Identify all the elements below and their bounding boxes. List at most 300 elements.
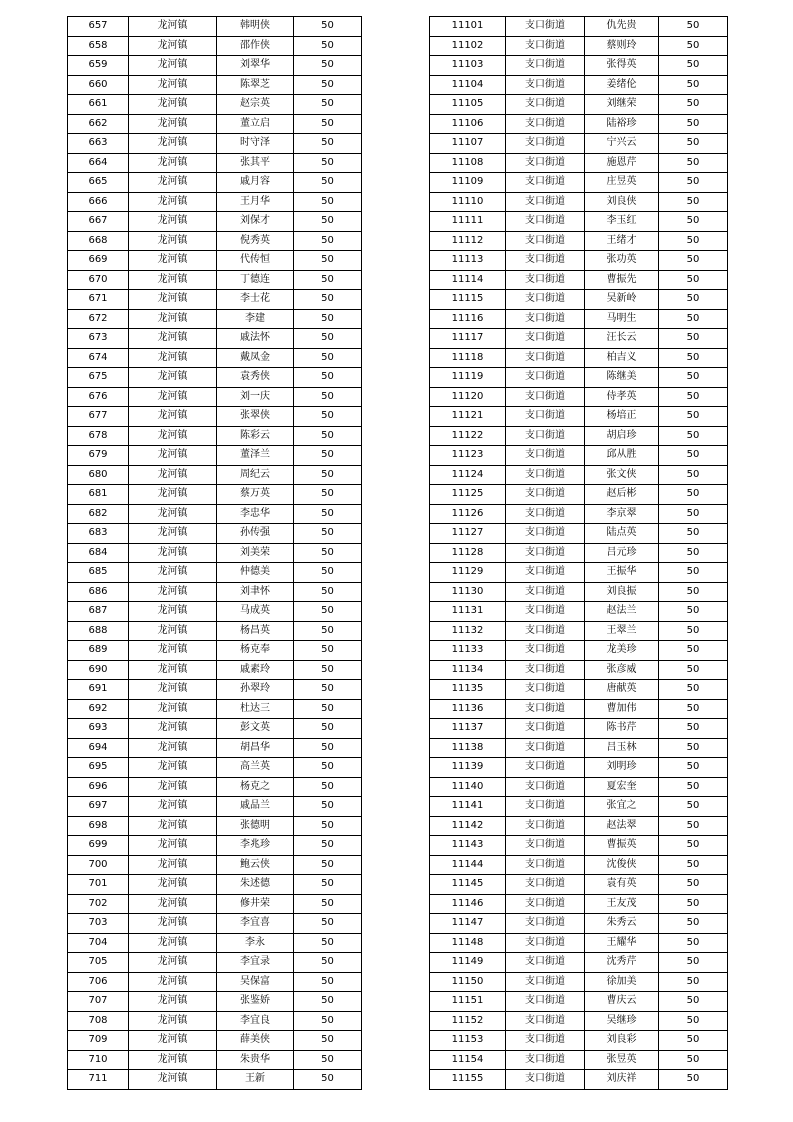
name-cell: 张德明	[217, 816, 294, 836]
table-row	[430, 680, 728, 700]
serial-number-cell: 676	[68, 387, 129, 407]
name-cell: 孙传强	[217, 524, 294, 544]
table-row	[68, 836, 362, 856]
amount-cell: 50	[294, 348, 362, 368]
name-cell: 徐加美	[585, 972, 659, 992]
name-cell: 周纪云	[217, 465, 294, 485]
name-cell: 吴保富	[217, 972, 294, 992]
table-row	[430, 329, 728, 349]
table-row	[68, 524, 362, 544]
amount-cell: 50	[659, 777, 728, 797]
serial-number-cell: 662	[68, 114, 129, 134]
name-cell: 张得英	[585, 56, 659, 76]
town-cell: 支口街道	[506, 270, 585, 290]
table-row	[430, 134, 728, 154]
amount-cell: 50	[659, 446, 728, 466]
amount-cell: 50	[659, 621, 728, 641]
amount-cell: 50	[294, 855, 362, 875]
town-cell: 龙河镇	[129, 738, 217, 758]
amount-cell: 50	[294, 1050, 362, 1070]
serial-number-cell: 11143	[430, 836, 506, 856]
town-cell: 龙河镇	[129, 894, 217, 914]
amount-cell: 50	[294, 524, 362, 544]
serial-number-cell: 11131	[430, 602, 506, 622]
town-cell: 龙河镇	[129, 56, 217, 76]
town-cell: 支口街道	[506, 524, 585, 544]
amount-cell: 50	[659, 524, 728, 544]
serial-number-cell: 11116	[430, 309, 506, 329]
name-cell: 李永	[217, 933, 294, 953]
name-cell: 曹庆云	[585, 992, 659, 1012]
name-cell: 吴新岭	[585, 290, 659, 310]
amount-cell: 50	[659, 855, 728, 875]
table-row	[430, 17, 728, 37]
town-cell: 支口街道	[506, 894, 585, 914]
amount-cell: 50	[294, 582, 362, 602]
table-row	[68, 407, 362, 427]
serial-number-cell: 11112	[430, 231, 506, 251]
table-row	[68, 290, 362, 310]
name-cell: 陈书芹	[585, 719, 659, 739]
table-row	[430, 836, 728, 856]
town-cell: 龙河镇	[129, 173, 217, 193]
serial-number-cell: 678	[68, 426, 129, 446]
name-cell: 赵法兰	[585, 602, 659, 622]
town-cell: 龙河镇	[129, 933, 217, 953]
name-cell: 刘继荣	[585, 95, 659, 115]
serial-number-cell: 11147	[430, 914, 506, 934]
name-cell: 刘良彩	[585, 1031, 659, 1051]
serial-number-cell: 11148	[430, 933, 506, 953]
serial-number-cell: 11115	[430, 290, 506, 310]
table-row	[430, 563, 728, 583]
name-cell: 时守泽	[217, 134, 294, 154]
town-cell: 支口街道	[506, 563, 585, 583]
amount-cell: 50	[659, 114, 728, 134]
amount-cell: 50	[294, 641, 362, 661]
table-row	[68, 465, 362, 485]
amount-cell: 50	[294, 699, 362, 719]
name-cell: 刘一庆	[217, 387, 294, 407]
name-cell: 姜绪伦	[585, 75, 659, 95]
amount-cell: 50	[294, 875, 362, 895]
serial-number-cell: 669	[68, 251, 129, 271]
serial-number-cell: 705	[68, 953, 129, 973]
name-cell: 张功英	[585, 251, 659, 271]
serial-number-cell: 11140	[430, 777, 506, 797]
serial-number-cell: 679	[68, 446, 129, 466]
table-row	[430, 1050, 728, 1070]
amount-cell: 50	[659, 426, 728, 446]
serial-number-cell: 11134	[430, 660, 506, 680]
amount-cell: 50	[294, 56, 362, 76]
amount-cell: 50	[659, 797, 728, 817]
serial-number-cell: 11103	[430, 56, 506, 76]
town-cell: 龙河镇	[129, 836, 217, 856]
serial-number-cell: 657	[68, 17, 129, 37]
name-cell: 王新	[217, 1070, 294, 1090]
serial-number-cell: 11145	[430, 875, 506, 895]
table-row	[430, 1011, 728, 1031]
serial-number-cell: 677	[68, 407, 129, 427]
table-row	[68, 1031, 362, 1051]
name-cell: 张昱英	[585, 1050, 659, 1070]
name-cell: 刘庆祥	[585, 1070, 659, 1090]
town-cell: 龙河镇	[129, 153, 217, 173]
table-row	[68, 777, 362, 797]
table-row	[68, 953, 362, 973]
table-row	[68, 641, 362, 661]
name-cell: 刘明珍	[585, 758, 659, 778]
town-cell: 支口街道	[506, 387, 585, 407]
name-cell: 夏宏奎	[585, 777, 659, 797]
serial-number-cell: 11130	[430, 582, 506, 602]
serial-number-cell: 681	[68, 485, 129, 505]
serial-number-cell: 687	[68, 602, 129, 622]
town-cell: 龙河镇	[129, 816, 217, 836]
amount-cell: 50	[294, 212, 362, 232]
table-row	[68, 134, 362, 154]
name-cell: 韩明侠	[217, 17, 294, 37]
table-row	[68, 992, 362, 1012]
town-cell: 支口街道	[506, 602, 585, 622]
amount-cell: 50	[294, 290, 362, 310]
name-cell: 李宜录	[217, 953, 294, 973]
town-cell: 支口街道	[506, 914, 585, 934]
town-cell: 支口街道	[506, 56, 585, 76]
name-cell: 庄昱英	[585, 173, 659, 193]
town-cell: 支口街道	[506, 465, 585, 485]
table-row	[430, 173, 728, 193]
serial-number-cell: 691	[68, 680, 129, 700]
name-cell: 王振华	[585, 563, 659, 583]
serial-number-cell: 703	[68, 914, 129, 934]
table-row	[68, 699, 362, 719]
table-row	[430, 914, 728, 934]
town-cell: 龙河镇	[129, 95, 217, 115]
name-cell: 蔡万英	[217, 485, 294, 505]
name-cell: 曹加伟	[585, 699, 659, 719]
table-row	[430, 290, 728, 310]
town-cell: 龙河镇	[129, 1031, 217, 1051]
town-cell: 龙河镇	[129, 953, 217, 973]
table-row	[430, 972, 728, 992]
table-row	[430, 153, 728, 173]
serial-number-cell: 11132	[430, 621, 506, 641]
serial-number-cell: 11123	[430, 446, 506, 466]
name-cell: 修井荣	[217, 894, 294, 914]
town-cell: 龙河镇	[129, 797, 217, 817]
table-row	[430, 816, 728, 836]
table-row	[68, 173, 362, 193]
name-cell: 刘美荣	[217, 543, 294, 563]
name-cell: 刘聿怀	[217, 582, 294, 602]
amount-cell: 50	[294, 1070, 362, 1090]
table-row	[68, 75, 362, 95]
town-cell: 支口街道	[506, 153, 585, 173]
serial-number-cell: 11117	[430, 329, 506, 349]
amount-cell: 50	[659, 543, 728, 563]
town-cell: 龙河镇	[129, 368, 217, 388]
name-cell: 张翠侠	[217, 407, 294, 427]
town-cell: 支口街道	[506, 543, 585, 563]
amount-cell: 50	[659, 407, 728, 427]
name-cell: 刘良振	[585, 582, 659, 602]
name-cell: 代传恒	[217, 251, 294, 271]
amount-cell: 50	[294, 836, 362, 856]
town-cell: 支口街道	[506, 699, 585, 719]
town-cell: 支口街道	[506, 836, 585, 856]
table-row	[68, 602, 362, 622]
serial-number-cell: 11104	[430, 75, 506, 95]
name-cell: 朱秀云	[585, 914, 659, 934]
serial-number-cell: 11150	[430, 972, 506, 992]
table-row	[430, 738, 728, 758]
amount-cell: 50	[659, 1050, 728, 1070]
town-cell: 龙河镇	[129, 485, 217, 505]
table-row	[430, 933, 728, 953]
serial-number-cell: 11111	[430, 212, 506, 232]
name-cell: 戚法怀	[217, 329, 294, 349]
amount-cell: 50	[294, 953, 362, 973]
name-cell: 张鉴娇	[217, 992, 294, 1012]
table-row	[68, 543, 362, 563]
town-cell: 龙河镇	[129, 855, 217, 875]
name-cell: 曹振先	[585, 270, 659, 290]
amount-cell: 50	[294, 1031, 362, 1051]
amount-cell: 50	[659, 719, 728, 739]
serial-number-cell: 11135	[430, 680, 506, 700]
amount-cell: 50	[659, 738, 728, 758]
name-cell: 杜达三	[217, 699, 294, 719]
table-row	[430, 36, 728, 56]
amount-cell: 50	[294, 933, 362, 953]
table-row	[430, 953, 728, 973]
amount-cell: 50	[294, 504, 362, 524]
town-cell: 龙河镇	[129, 329, 217, 349]
town-cell: 支口街道	[506, 1031, 585, 1051]
town-cell: 龙河镇	[129, 309, 217, 329]
serial-number-cell: 11127	[430, 524, 506, 544]
town-cell: 支口街道	[506, 680, 585, 700]
serial-number-cell: 11141	[430, 797, 506, 817]
town-cell: 龙河镇	[129, 231, 217, 251]
name-cell: 龙美珍	[585, 641, 659, 661]
amount-cell: 50	[294, 797, 362, 817]
amount-cell: 50	[659, 816, 728, 836]
town-cell: 龙河镇	[129, 192, 217, 212]
amount-cell: 50	[294, 95, 362, 115]
town-cell: 支口街道	[506, 797, 585, 817]
town-cell: 支口街道	[506, 992, 585, 1012]
table-row	[68, 1050, 362, 1070]
amount-cell: 50	[294, 465, 362, 485]
serial-number-cell: 696	[68, 777, 129, 797]
amount-cell: 50	[659, 933, 728, 953]
amount-cell: 50	[659, 602, 728, 622]
name-cell: 杨克奉	[217, 641, 294, 661]
table-row	[68, 582, 362, 602]
name-cell: 董泽兰	[217, 446, 294, 466]
amount-cell: 50	[659, 387, 728, 407]
name-cell: 马明生	[585, 309, 659, 329]
amount-cell: 50	[294, 231, 362, 251]
town-cell: 龙河镇	[129, 972, 217, 992]
serial-number-cell: 689	[68, 641, 129, 661]
name-cell: 仇先贵	[585, 17, 659, 37]
amount-cell: 50	[659, 95, 728, 115]
town-cell: 支口街道	[506, 1070, 585, 1090]
amount-cell: 50	[659, 992, 728, 1012]
town-cell: 支口街道	[506, 875, 585, 895]
serial-number-cell: 663	[68, 134, 129, 154]
serial-number-cell: 11107	[430, 134, 506, 154]
town-cell: 龙河镇	[129, 1011, 217, 1031]
table-row	[68, 309, 362, 329]
name-cell: 朱贵华	[217, 1050, 294, 1070]
table-row	[430, 192, 728, 212]
town-cell: 龙河镇	[129, 212, 217, 232]
table-row	[68, 95, 362, 115]
table-row	[68, 251, 362, 271]
name-cell: 陈继美	[585, 368, 659, 388]
right-table-body	[430, 17, 728, 1090]
town-cell: 龙河镇	[129, 17, 217, 37]
serial-number-cell: 11126	[430, 504, 506, 524]
amount-cell: 50	[294, 134, 362, 154]
table-row	[430, 543, 728, 563]
serial-number-cell: 704	[68, 933, 129, 953]
amount-cell: 50	[294, 17, 362, 37]
amount-cell: 50	[659, 836, 728, 856]
serial-number-cell: 700	[68, 855, 129, 875]
table-row	[430, 797, 728, 817]
name-cell: 赵后彬	[585, 485, 659, 505]
name-cell: 薛美侠	[217, 1031, 294, 1051]
serial-number-cell: 11137	[430, 719, 506, 739]
serial-number-cell: 11151	[430, 992, 506, 1012]
town-cell: 龙河镇	[129, 875, 217, 895]
serial-number-cell: 674	[68, 348, 129, 368]
town-cell: 支口街道	[506, 855, 585, 875]
serial-number-cell: 668	[68, 231, 129, 251]
amount-cell: 50	[659, 231, 728, 251]
table-row	[68, 153, 362, 173]
name-cell: 陆点英	[585, 524, 659, 544]
town-cell: 支口街道	[506, 75, 585, 95]
town-cell: 支口街道	[506, 192, 585, 212]
town-cell: 支口街道	[506, 114, 585, 134]
town-cell: 龙河镇	[129, 582, 217, 602]
amount-cell: 50	[294, 680, 362, 700]
table-row	[68, 719, 362, 739]
amount-cell: 50	[294, 153, 362, 173]
name-cell: 戴凤金	[217, 348, 294, 368]
table-row	[68, 17, 362, 37]
amount-cell: 50	[659, 504, 728, 524]
town-cell: 支口街道	[506, 17, 585, 37]
town-cell: 龙河镇	[129, 524, 217, 544]
town-cell: 龙河镇	[129, 621, 217, 641]
name-cell: 胡昌华	[217, 738, 294, 758]
table-row	[430, 95, 728, 115]
name-cell: 王耀华	[585, 933, 659, 953]
name-cell: 李宜良	[217, 1011, 294, 1031]
serial-number-cell: 702	[68, 894, 129, 914]
table-row	[68, 816, 362, 836]
town-cell: 支口街道	[506, 504, 585, 524]
serial-number-cell: 680	[68, 465, 129, 485]
serial-number-cell: 11146	[430, 894, 506, 914]
serial-number-cell: 695	[68, 758, 129, 778]
town-cell: 龙河镇	[129, 641, 217, 661]
amount-cell: 50	[294, 738, 362, 758]
amount-cell: 50	[659, 1011, 728, 1031]
amount-cell: 50	[294, 758, 362, 778]
serial-number-cell: 11105	[430, 95, 506, 115]
table-row	[68, 504, 362, 524]
amount-cell: 50	[294, 485, 362, 505]
name-cell: 邵作侠	[217, 36, 294, 56]
town-cell: 龙河镇	[129, 114, 217, 134]
town-cell: 龙河镇	[129, 387, 217, 407]
amount-cell: 50	[659, 134, 728, 154]
amount-cell: 50	[294, 368, 362, 388]
serial-number-cell: 11102	[430, 36, 506, 56]
table-row	[68, 387, 362, 407]
amount-cell: 50	[659, 680, 728, 700]
table-row	[68, 758, 362, 778]
amount-cell: 50	[659, 290, 728, 310]
serial-number-cell: 11125	[430, 485, 506, 505]
name-cell: 彭文英	[217, 719, 294, 739]
amount-cell: 50	[294, 543, 362, 563]
serial-number-cell: 688	[68, 621, 129, 641]
amount-cell: 50	[294, 251, 362, 271]
name-cell: 沈俊侠	[585, 855, 659, 875]
amount-cell: 50	[659, 894, 728, 914]
table-row	[430, 758, 728, 778]
amount-cell: 50	[659, 1031, 728, 1051]
table-row	[68, 485, 362, 505]
table-row	[430, 621, 728, 641]
name-cell: 陈翠芝	[217, 75, 294, 95]
table-row	[430, 387, 728, 407]
name-cell: 孙翠玲	[217, 680, 294, 700]
table-row	[430, 231, 728, 251]
name-cell: 吕玉林	[585, 738, 659, 758]
table-row	[430, 504, 728, 524]
town-cell: 龙河镇	[129, 75, 217, 95]
name-cell: 马成英	[217, 602, 294, 622]
town-cell: 龙河镇	[129, 446, 217, 466]
amount-cell: 50	[659, 465, 728, 485]
serial-number-cell: 675	[68, 368, 129, 388]
amount-cell: 50	[294, 894, 362, 914]
table-row	[430, 855, 728, 875]
table-row	[68, 797, 362, 817]
town-cell: 支口街道	[506, 173, 585, 193]
amount-cell: 50	[659, 953, 728, 973]
town-cell: 支口街道	[506, 1050, 585, 1070]
serial-number-cell: 11122	[430, 426, 506, 446]
amount-cell: 50	[659, 309, 728, 329]
serial-number-cell: 11109	[430, 173, 506, 193]
amount-cell: 50	[659, 212, 728, 232]
town-cell: 支口街道	[506, 738, 585, 758]
serial-number-cell: 682	[68, 504, 129, 524]
table-row	[430, 524, 728, 544]
